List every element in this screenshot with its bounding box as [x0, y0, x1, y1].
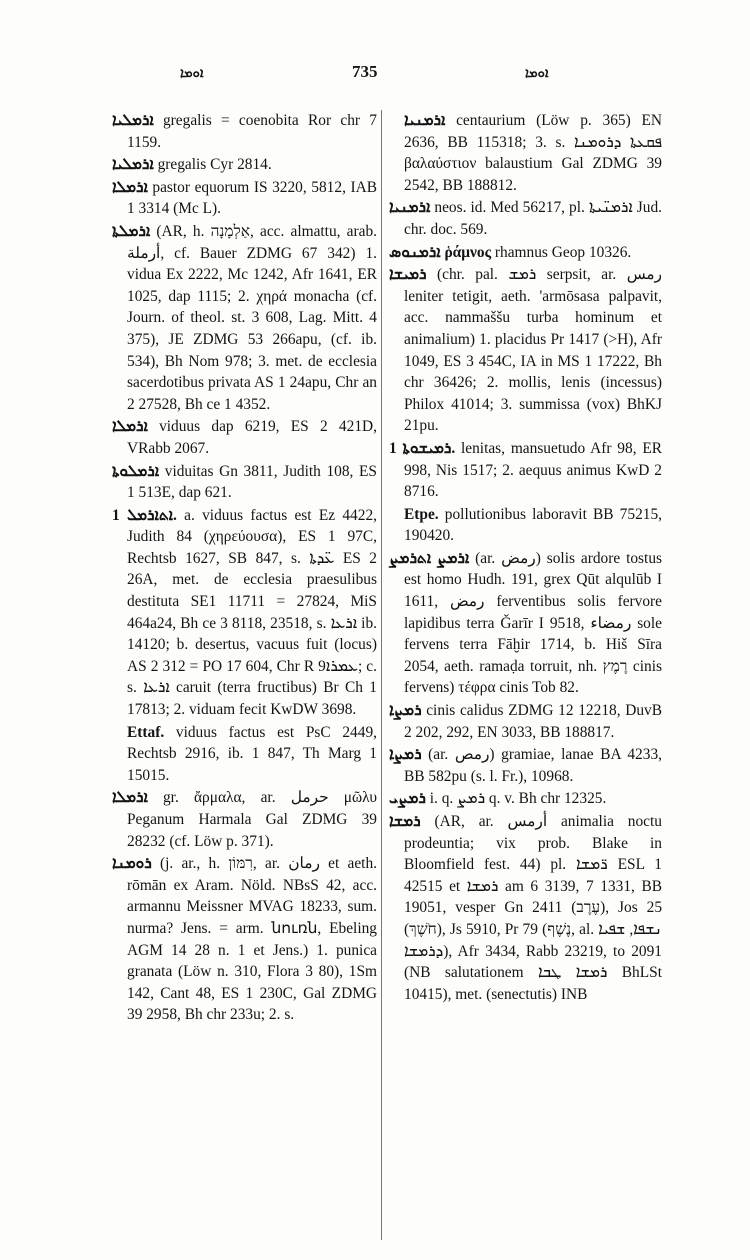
headword: ܐܪܡܠܘܬܐ	[112, 462, 160, 480]
headword: ܪܡܝܫܘܬܐ 1.	[389, 439, 456, 457]
headword: ܐܪܡܠܝܐ	[112, 156, 154, 174]
headword: ܐܪܡܨ ܐܬܪܡܨ	[389, 549, 470, 567]
headword: ܪܡܝܫܐ	[389, 266, 427, 284]
left-column	[112, 110, 377, 1027]
headword: ܐܪܡܠܬܐ	[112, 222, 151, 240]
headword: ܪܡܨܐ	[389, 702, 422, 720]
header-catchword-left: ܐܘܡܐ	[180, 66, 204, 81]
headword: ܐܬܐܪܡܠ 1.	[112, 506, 177, 524]
headword: ܐܪܡܠܐ	[112, 178, 148, 196]
dictionary-entry: ܪܡܨܐ (ar. رمص) gramiae, lanae BA 4233, BB 582pu (s. l. Fr.), 10968.	[389, 746, 662, 785]
headword: ܪܡܫܐ	[389, 813, 421, 830]
dictionary-entry: ܐܪܡܢܝܐ neos. id. Med 56217, pl. ܐܪܡܢ̈ܝܬܐ Jud. chr. doc. 569.	[389, 199, 662, 238]
dictionary-entry: ܐܪܡܠܐ viduus dap 6219, ES 2 421D, VRabb 2067.	[112, 418, 377, 457]
dictionary-entry: ܐܪܡܠܝܐ gregalis Cyr 2814.	[112, 156, 272, 174]
dictionary-entry: ܐܪܡܠܘܬܐ viduitas Gn 3811, Judith 108, ES 1 513E, dap 621.	[112, 462, 377, 502]
headword: ܐܪܡܢܝܐ	[404, 112, 446, 129]
headword: ܐܪܡܠܝܐ	[112, 112, 154, 129]
page-number: 735	[352, 62, 378, 81]
dictionary-entry: ܐܪܡܠܬܐ (AR, h. אַלְמָנָה, acc. almattu, arab. أرملة, cf. Bauer ZDMG 67 342) 1. vidua Ex 2222, Mc 1242, Afr 1641, ER 1025, dap 1115; 2. χηρά monacha (cf. Journ. of theol. st. 3 608, Lag. Mitt. 4 375), JE ZDMG 53 266apu, (cf. ib. 534), Bh Nom 978; 3. met. de ecclesia sacerdotibus privata AS 1 24apu, Chr an 2 27528, Bh ce 1 4352.	[112, 222, 377, 413]
dictionary-subentry: Ettaf. viduus factus est PsC 2449, Rechtsb 2916, ib. 1 847, Th Marg 1 15015.	[127, 723, 377, 784]
dictionary-entry: ܪܡܫܐ (AR, ar. أرمس animalia noctu prodeuntia; vix prob. Blake in Bloomfield fest. 44) pl. ܪ̈ܡܫܐ ESL 1 42515 et ܪܡܫܐ am 6 3139, 7 1331, BB 19051, vesper Gn 2411 (עֶרֶב), Jos 25 (חֹשֶׁךְ), Js 5910, Pr 79 (נֶשֶׁף, al. ܢܫܦܐ, ܫܦܝܐ ܕܪܡܫܐ), Afr 3434, Rabb 23219, to 2091 (NB salutationem ܪܡܫܐ ܛܒܐ BhLSt 10415), met. (senectutis) INB	[389, 813, 663, 1003]
right-column	[389, 110, 662, 1006]
dictionary-entry: ܐܪܡܠܐ gr. ἄρμαλα, ar. حرمل μῶλυ Peganum Harmala Gal ZDMG 39 28232 (cf. Löw p. 371).	[112, 789, 377, 850]
dictionary-entry: ܪܡܝܫܘܬܐ 1. lenitas, mansuetudo Afr 98, ER 998, Nis 1517; 2. aequus animus KwD 2 8716.	[389, 439, 662, 501]
dictionary-entry: ܐܪܡܢܘܣ ῥάμνος rhamnus Geop 10326.	[389, 243, 632, 261]
dictionary-entry: ܐܪܡܠܝܐ gregalis = coenobita Ror chr 7 1159.	[112, 112, 377, 151]
headword: ܪܡܨܝ	[389, 790, 426, 808]
stem-label: Ettaf.	[127, 723, 165, 741]
headword: ܐܪܡܢܘܣ ῥάμνος	[389, 243, 492, 261]
dictionary-entry: ܐܪܡܨ ܐܬܪܡܨ (ar. رمض) solis ardore tostus est homo Hudh. 191, grex Qūt alqulūb I 1611, رمض ferventibus solis fervore lapidibus terra Ǧarīr I 9518, رمضاء sole fervens terra Fāḫir 1714, b. Hiš Sīra 2054, aeth. ramaḍa torruit, nh. רֶמֶץ cinis fervens) τέφρα cinis Tob 82.	[389, 549, 663, 697]
dictionary-entry: ܪܡܝܫܐ (chr. pal. ܪܡܫ serpsit, ar. رمس leniter tetigit, aeth. 'armōsasa palpavit, acc. nammaššu turba hominum et animalium) 1. placidus Pr 1417 (>H), Afr 1049, ES 3 454C, IA in MS 1 17222, Bh chr 36426; 2. mollis, lenis (incessus) Philox 41014; 3. summissa (vox) BhKJ 21pu.	[389, 266, 662, 435]
headword: ܐܪܡܠܐ	[112, 418, 148, 436]
dictionary-entry: ܐܬܐܪܡܠ 1. a. viduus factus est Ez 4422, Judith 84 (χηρεύουσα), ES 1 97C, Rechtsb 1627, SB 847, s. ܥ̈ܕܬܐ ES 2 26A, met. de ecclesia praesulibus destituta SE1 11711 = 27824, MiS 464a24, Bh ce 3 8118, 23518, s. ܐܪܥܐ ib. 14120; b. desertus, vacuus fuit (locus) AS 2 312 = PO 17 604, Chr R ܥܡܪܐ9; c. s. ܐܪܥܐ caruit (terra fructibus) Br Ch 1 17813; 2. viduam fecit KwDW 3698.	[112, 506, 378, 719]
headword: ܪܡܨܐ	[389, 746, 422, 764]
dictionary-entry: ܪܘܡܢܐ (j. ar., h. רִמּוֹן, ar. رمان et aeth. rōmān ex Aram. Nöld. NBsS 42, acc. armannu Meissner MVAG 18233, sum. nurma? Jens. = arm. նուռն, Ebeling AGM 14 28 n. 1 et Jens.) 1. punica granata (Löw n. 310, Flora 3 80), 1Sm 142, Cant 48, ES 1 230C, Gal ZDMG 39 2958, Bh chr 233u; 2. s.	[112, 855, 377, 1024]
dictionary-entry: ܪܡܨܐ cinis calidus ZDMG 12 12218, DuvB 2 202, 292, EN 3033, BB 188817.	[389, 702, 662, 741]
column-divider	[381, 110, 382, 1240]
dictionary-entry: ܪܡܨܝ i. q. ܪܡܨ q. v. Bh chr 12325.	[389, 790, 607, 808]
dictionary-subentry: Etpe. pollutionibus laboravit BB 75215, 190420.	[404, 505, 662, 545]
dictionary-entry: ܐܪܡܠܐ pastor equorum IS 3220, 5812, IAB 1 3314 (Mc L).	[112, 178, 377, 218]
headword: ܐܪܡܢܝܐ	[389, 199, 431, 217]
page-header	[0, 62, 750, 88]
stem-label: Etpe.	[404, 505, 439, 523]
headword: ܐܪܡܠܐ	[112, 789, 148, 807]
header-catchword-right: ܐܘܡܐ	[525, 66, 549, 81]
dictionary-entry-continued: ܐܪܡܢܝܐ centaurium (Löw p. 365) EN 2636, BB 115318; 3. s. ܦܩܥܬܐ ܕܪܘܡܢܐ βαλαύστιον balaustium Gal ZDMG 39 2542, BB 188812.	[404, 112, 663, 194]
headword: ܪܘܡܢܐ	[112, 855, 152, 873]
